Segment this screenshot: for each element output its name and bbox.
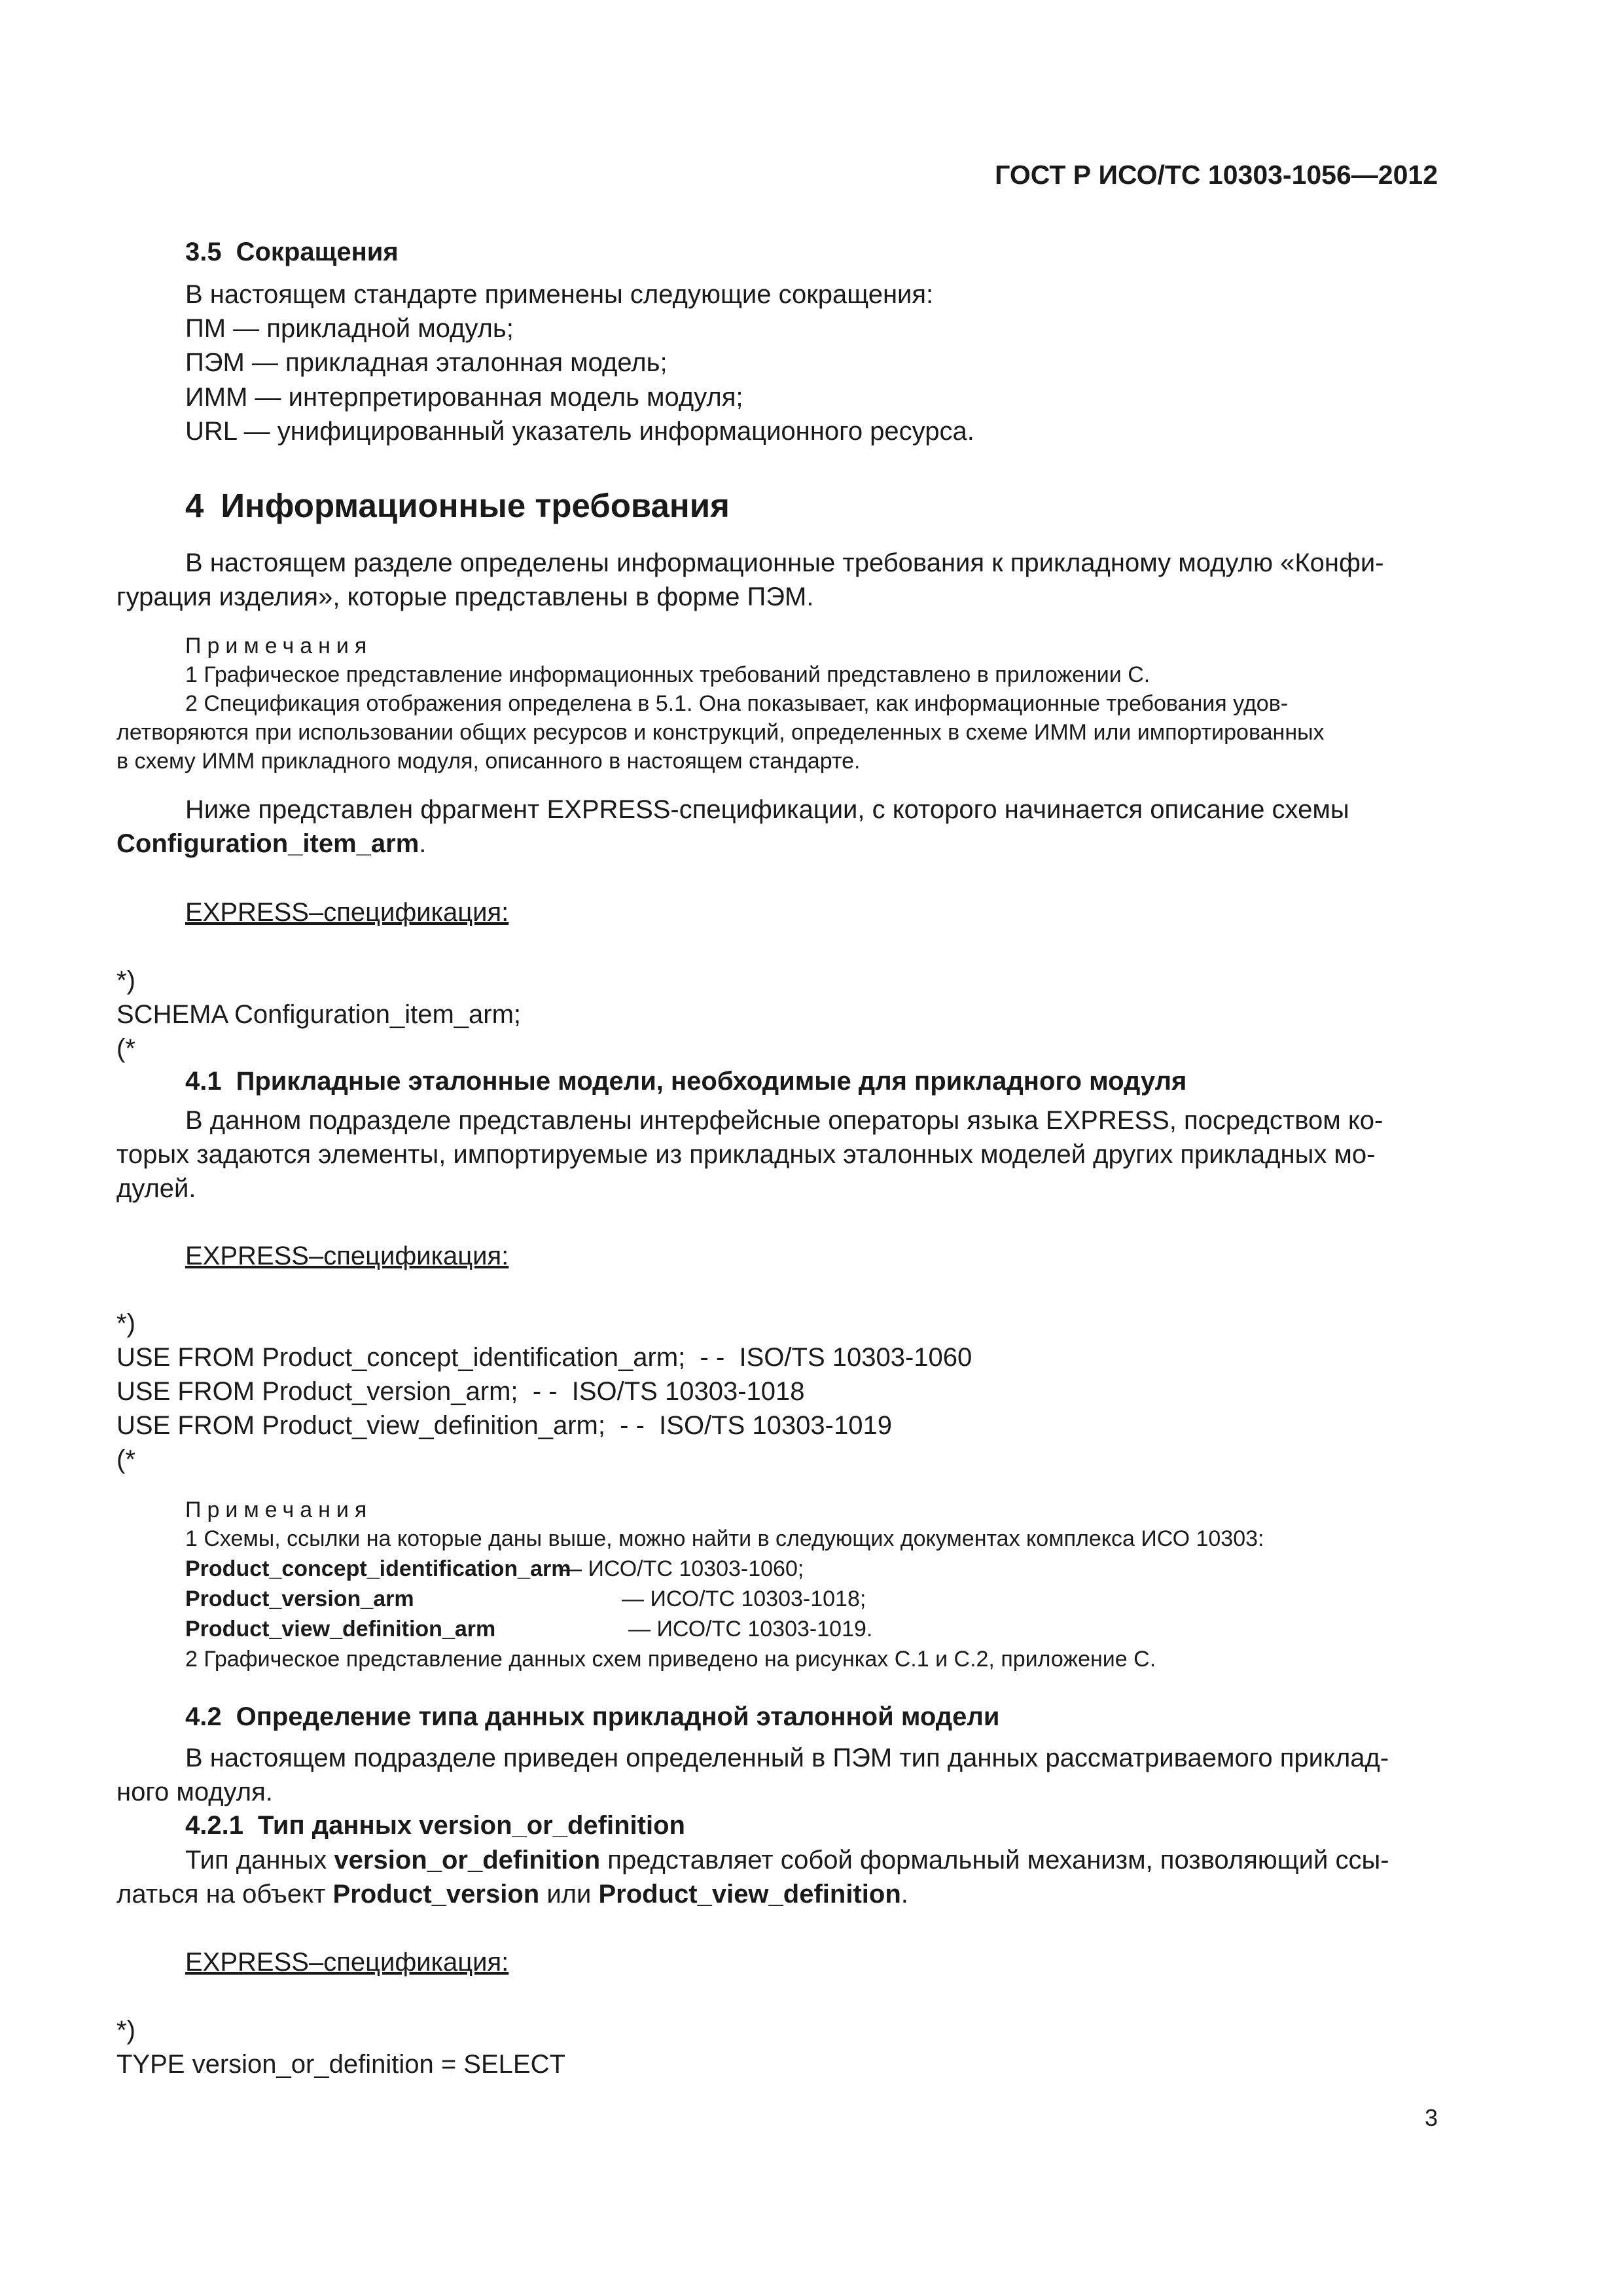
reference-schema-name: Product_view_definition_arm <box>185 1617 496 1641</box>
standard-header: ГОСТ Р ИСО/ТС 10303-1056—2012 <box>995 160 1438 190</box>
section-4-heading <box>185 486 730 525</box>
abbreviation-item: URL — унифицированный указатель информационного ресурса. <box>185 417 974 446</box>
code-line: TYPE version_or_definition = SELECT <box>116 2050 565 2079</box>
abbreviation-item: ИММ — интерпретированная модель модуля; <box>185 383 743 412</box>
reference-document: — ИСО/ТС 10303-1060; <box>560 1556 804 1581</box>
paragraph-line: дулей. <box>116 1174 196 1203</box>
paragraph-line: гурация изделия», которые представлены в форме ПЭМ. <box>116 583 814 611</box>
paragraph-line <box>185 1846 1389 1875</box>
code-line: SCHEMA Configuration_item_arm; <box>116 1000 522 1029</box>
section-4-2-1-heading <box>185 1811 685 1840</box>
punctuation: . <box>901 1880 908 1909</box>
term: Product_version <box>332 1880 540 1909</box>
paragraph-line: торых задаются элементы, импортируемые из прикладных эталонных моделей других прикладных мо- <box>116 1140 1376 1169</box>
code-line: USE FROM Product_concept_identification_arm; - - ISO/TS 10303-1060 <box>116 1343 972 1372</box>
section-title: Сокращения <box>236 238 399 266</box>
paragraph-line: ного модуля. <box>116 1778 273 1806</box>
reference-schema-name: Product_version_arm <box>185 1587 414 1611</box>
note-line: 1 Схемы, ссылки на которые даны выше, можно найти в следующих документах комплекса ИСО 10303: <box>185 1526 1264 1551</box>
note-line: 1 Графическое представление информационных требований представлено в приложении С. <box>185 662 1150 687</box>
note-line: 2 Спецификация отображения определена в 5.1. Она показывает, как информационные требования удов- <box>185 691 1289 716</box>
express-spec-label: EXPRESS–спецификация: <box>185 1242 509 1270</box>
section-number: 4 <box>185 487 204 524</box>
text-run: Тип данных <box>185 1846 334 1874</box>
section-number: 4.1 <box>185 1067 222 1096</box>
abbreviations-intro: В настоящем стандарте применены следующие сокращения: <box>185 280 934 309</box>
punctuation: . <box>419 829 427 858</box>
paragraph-line: В данном подразделе представлены интерфейсные операторы языка EXPRESS, посредством ко- <box>185 1106 1383 1135</box>
notes-heading: Примечания <box>185 634 373 658</box>
note-line: летворяются при использовании общих ресурсов и конструкций, определенных в схеме ИММ или импортированных <box>116 720 1325 745</box>
section-title: Прикладные эталонные модели, необходимые для прикладного модуля <box>236 1067 1187 1096</box>
term: Product_view_definition <box>598 1880 901 1909</box>
paragraph-line <box>116 1880 908 1909</box>
section-number: 4.2.1 <box>185 1811 243 1840</box>
section-number: 3.5 <box>185 238 222 266</box>
paragraph-line <box>116 829 426 859</box>
text-run: представляет собой формальный механизм, позволяющий ссы- <box>600 1846 1389 1874</box>
code-line: *) <box>116 966 135 995</box>
paragraph-line: В настоящем подразделе приведен определенный в ПЭМ тип данных рассматриваемого приклад- <box>185 1744 1389 1772</box>
abbreviation-item: ПЭМ — прикладная эталонная модель; <box>185 348 668 377</box>
section-title: Тип данных version_or_definition <box>257 1811 685 1840</box>
section-title: Информационные требования <box>221 487 730 524</box>
section-number: 4.2 <box>185 1702 222 1731</box>
section-3-5-heading <box>185 238 399 267</box>
text-run: или <box>539 1880 599 1909</box>
code-line: *) <box>116 2016 135 2045</box>
section-4-2-heading <box>185 1702 999 1732</box>
code-line: *) <box>116 1309 135 1338</box>
code-line: USE FROM Product_version_arm; - - ISO/TS 10303-1018 <box>116 1377 805 1406</box>
abbreviation-item: ПМ — прикладной модуль; <box>185 314 514 343</box>
code-line: (* <box>116 1445 135 1474</box>
text-run: латься на объект <box>116 1880 333 1909</box>
page-number: 3 <box>1424 2104 1438 2131</box>
section-title: Определение типа данных прикладной эталонной модели <box>236 1702 1000 1731</box>
code-line: USE FROM Product_view_definition_arm; - - ISO/TS 10303-1019 <box>116 1411 892 1440</box>
code-line: (* <box>116 1034 135 1063</box>
term: version_or_definition <box>334 1846 601 1874</box>
paragraph-line: В настоящем разделе определены информационные требования к прикладному модулю «Конфи- <box>185 548 1384 577</box>
reference-document: — ИСО/ТС 10303-1018; <box>622 1587 866 1611</box>
reference-schema-name: Product_concept_identification_arm <box>185 1556 571 1581</box>
note-line: 2 Графическое представление данных схем приведено на рисунках С.1 и С.2, приложение С. <box>185 1647 1156 1672</box>
schema-name: Configuration_item_arm <box>116 829 419 858</box>
express-spec-label: EXPRESS–спецификация: <box>185 898 509 927</box>
paragraph-line: Ниже представлен фрагмент EXPRESS-спецификации, с которого начинается описание схемы <box>185 795 1349 824</box>
notes-heading: Примечания <box>185 1498 373 1522</box>
section-4-1-heading <box>185 1067 1186 1096</box>
express-spec-label: EXPRESS–спецификация: <box>185 1948 509 1977</box>
reference-document: — ИСО/ТС 10303-1019. <box>628 1617 873 1641</box>
note-line: в схему ИММ прикладного модуля, описанного в настоящем стандарте. <box>116 749 861 774</box>
